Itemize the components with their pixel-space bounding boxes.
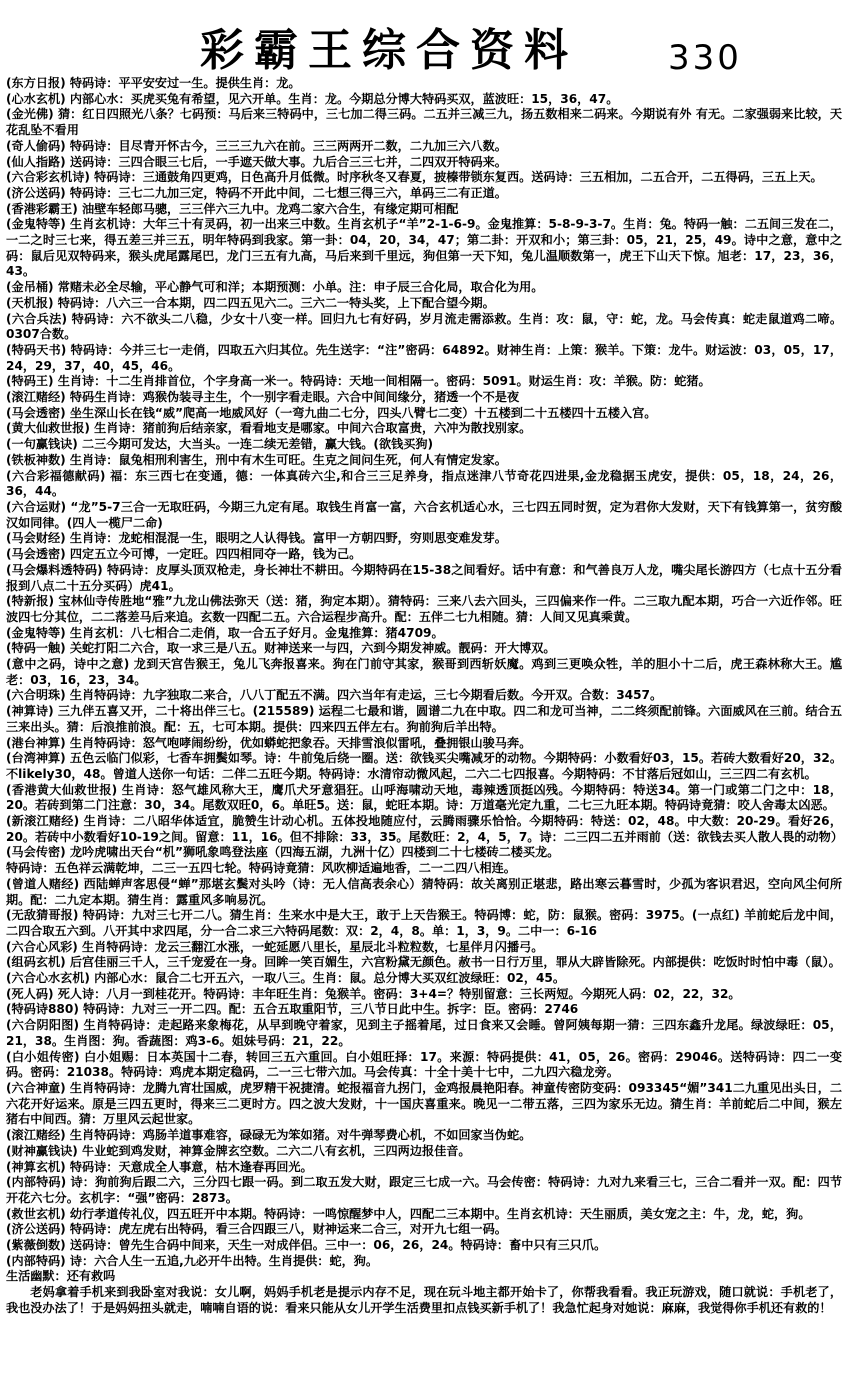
issue-number: 330 — [668, 38, 742, 78]
text-paragraph: 特码诗：五色祥云满乾坤，二三一五四七轮。特码诗竟猜：风吹柳适遍地香，二一二四八相连。 — [6, 861, 516, 876]
text-paragraph: (财神赢钱诀) 牛业蛇到鸡发财，神算金牌玄空数。二六二八有玄机，三四两边报佳音。 — [6, 1143, 471, 1158]
text-paragraph: (特新报) 宝林仙寺传胜地“雅”九龙山佛法弥天（送：猪，狗定本期）。猜特码：三来八去六回头，三四偏来作一件。二三取九配本期，巧合一六近作邻。旺波四七分其位，二二落差马后来追。玄数一四配二五。六合运程步高升。配：五伴二七九相随。猜：人间又见真乘黄。 — [6, 594, 842, 624]
text-paragraph: (新滚江赌经) 生肖诗：二八昭华体适宜，脆赞生计动心机。五体投地随应付，云腾雨骤乐恰恰。今期特码：特送：02，48。中大数：20-29。看好26，20。若砖中小数看好10-19之间。留意：11，16。但不排除：33，35。尾数旺：2，4，5，7。诗：二三四二五并雨前（送：欲钱去买人散人畏的动物） — [6, 814, 843, 844]
text-paragraph: (天机报) 特码诗：八六三一合本期，四二四五见六二。三六二一特头奖，上下配合望今期。 — [6, 295, 495, 310]
text-paragraph: (六合心水玄机) 内部心水：鼠合二七开五六，一取八三。生肖：鼠。总分博大买双红波绿旺：02，45。 — [6, 971, 566, 986]
text-paragraph: (六合阴阳图) 生肖特码诗：走起路来象梅花，从早到晚守着家，见到主子摇着尾，过日食来又会睡。曾阿姨每期一猜：三四东鑫升龙尾。绿波绿旺：05，21，38。生肖图：狗。香蔬图：鸡3-6。姐妹号码：21，22。 — [6, 1018, 842, 1048]
text-paragraph: (六合彩福德献码) 福：东三西七在变通，德：一体真砖六尘,和合三三足养身，指点迷津八节奇花四进果,金龙稳据玉虎安，提供：05，18，24，26，36，44。 — [6, 468, 842, 499]
text-paragraph: (组码玄机) 后宫佳丽三千人，三千宠爱在一身。回眸一笑百媚生，六宫粉黛无颜色。赦书一日行万里，罪从大辟皆除死。内部提供：吃饭时时怕中毒（鼠）。 — [6, 955, 841, 970]
text-paragraph: (曾道人赌经) 西陆蝉声客思侵“蝉”那堪玄鬓对头吟（诗：无人信高表余心）猜特码：故关离别正堪悲，路出寒云暮雪时，少孤为客识君迟，空向风尘何所期。配：二九定本期。猜生肖：露重风多响易沉。 — [6, 876, 842, 907]
text-paragraph: (滚江赌经) 生肖特码诗：鸡肠羊道事难容，碌碌无为笨如猪。对牛弹琴费心机，不如回家当伪蛇。 — [6, 1128, 532, 1143]
page-title: 彩霸王综合资料 — [200, 25, 578, 76]
text-paragraph: (紫薇倒数) 送码诗：曾先生合码中间来，天生一对成伴侣。三中一：06，26，24。特码诗：畜中只有三只爪。 — [6, 1238, 607, 1253]
text-paragraph: (白小姐传密) 白小姐赐：日本英国十二春，转回三五六重回。白小姐旺择：17。来源：特码提供：41，05，26。密码：29046。送特码诗：四二一变码。密码：21038。特码诗：鸡虎本期定稳码，二一三七带六加。马会传真：十全十美十七中，二九四六稳龙旁。 — [6, 1049, 842, 1080]
text-paragraph: (金鬼特等) 生肖玄机诗：大年三十有灵码，初一出来三中数。生肖玄机子“羊”2-1-6-9。金鬼推算：5-8-9-3-7。生肖：兔。特码一触：二五间三发在二，一二之时三七来，得五差三并三五，明年特码到我家。第一卦：04，20，34，47；第二卦：开双和小；第三卦：05，21，25，49。诗中之意，意中之码：鼠后见双特码来，猴头虎尾露尾巴，龙门三五有九高，马后来到千里远，狗但第一天下知，兔儿温顺数第一，虎王下山天下惊。旭老：17，23，36，43。 — [6, 217, 842, 279]
text-paragraph: (香港彩霸王) 油壁车轻郎马骢，三三伴六三九中。龙鸡二家六合生，有缘定期可相配 — [6, 201, 459, 216]
text-paragraph: 生活幽默：还有救吗 — [6, 1269, 116, 1284]
text-paragraph: (六合兵法) 特码诗：六不欲头二八稳，少女十八变一样。回归九七有好码，岁月流走需添救。生肖：攻：鼠，守：蛇，龙。马会传真：蛇走鼠道鸡二啼。0307合数。 — [6, 311, 842, 342]
document-body — [6, 76, 842, 1317]
text-paragraph: (滚江赌经) 特码生肖诗：鸡猴伪装寻主生，个一别字看走眼。六合中间间缘分，猪透一个不是夜 — [6, 390, 520, 405]
text-paragraph: (特码王) 生肖诗：十二生肖排首位，个字身高一米一。特码诗：天地一间相隔一。密码：5091。财运生肖：攻：羊猴。防：蛇猪。 — [6, 374, 711, 389]
text-paragraph: (马会透密) 四定五立今可博，一定旺。四四相同夺一路，钱为己。 — [6, 547, 362, 562]
text-paragraph: (死人码) 死人诗：八月一到桂花开。特码诗：丰年旺生肖：兔猴羊。密码：3+4=？特别留意：三长两短。今期死人码：02，22，32。 — [6, 986, 741, 1001]
text-paragraph: (意中之码，诗中之意) 龙到天宫告猴王，兔儿飞奔报喜来。狗在门前守其家，猴哥到西斩妖魔。鸡到三更唤众牲，羊的胆小十二后，虎王森林称大王。尴老：03，16，23，34。 — [6, 657, 842, 687]
text-paragraph: (金鬼特等) 生肖玄机：八七相合二走俏，取一合五子好月。金鬼推算：猪4709。 — [6, 625, 444, 640]
text-paragraph: (奇人偷码) 特码诗：目尽青开怀古今，三三三九六在前。三三两两开二数，二九加三六八数。 — [6, 138, 507, 153]
text-paragraph: (济公送码) 特码诗：三七二九加三定，特码不开此中间，二七想三得三六，单码三二有正道。 — [6, 185, 507, 200]
text-paragraph: (东方日报) 特码诗：平平安安过一生。提供生肖：龙。 — [6, 76, 301, 90]
text-paragraph: (内部特码) 诗：六合人生一五追,九必开牛出特。生肖提供：蛇，狗。 — [6, 1253, 379, 1268]
text-paragraph: (六合运财) “龙”5-7三合一无取旺码，今期三九定有尾。取钱生肖富一富，六合玄机适心水，三七四五同时贺，定为君你大发财，天下有钱算第一，贫穷酸汉如同律。(四人一榄尸二命) — [6, 499, 842, 530]
text-paragraph: (六合神童) 生肖特码诗：龙腾九宵壮国威，虎罗精干祝捷清。蛇报福音九拐门，金鸡报晨艳阳春。神童传密防变码：093345“媚”341二九重见出头日，二六花开好运来。原是三四五更时，得来三二更时方。四之波大发财，十一国庆喜重来。晚见一二带五落，三四为家乐无边。猜生肖：羊前蛇后二中间，猴左猪右中间西。猜：万里风云起世家。 — [6, 1081, 842, 1127]
text-paragraph: (马会财经) 生肖诗：龙蛇相混混一生，眼明之人认得钱。富甲一方朝四野，穷则思变难发芽。 — [6, 531, 507, 546]
text-paragraph: (内部特码) 诗：狗前狗后跟二六，三分四七跟一码。到二取五发大财，跟定三七成一六。马会传密：特码诗：九对九来看三七，三合二看并一双。配：四节开花六七分。玄机字：“强”密码：2873。 — [6, 1175, 842, 1205]
text-paragraph: (仙人指路) 送码诗：三四合眼三七后，一手遮天做大事。九后合三三七并，二四双开特码来。 — [6, 154, 507, 169]
text-paragraph: (特码一触) 关蛇打阳二六合，取一求三是八五。财神送来一与四，六到今期发神威。靓码：开大博双。 — [6, 641, 556, 656]
text-paragraph: (神算玄机) 特码诗：天意成全人事意，枯木逢春再回光。 — [6, 1159, 313, 1174]
text-paragraph: (特码天书) 特码诗：今并三七一走俏，四取五六归其位。先生送字：“注”密码：64892。财神生肖：上策：猴羊。下策：龙牛。财运波：03，05，17，24，29，37，40，45，46。 — [6, 342, 842, 373]
text-paragraph: (金吊桶) 常赌未必全尽输，平心静气可和洋；本期预测：小单。注：申子辰三合化局，取合化为用。 — [6, 280, 544, 295]
text-paragraph: 老妈拿着手机来到我卧室对我说：女儿啊，妈妈手机老是提示内存不足，现在玩斗地主都开始卡了，你帮我看看。我正玩游戏，随口就说：手机老了，我也没办法了！于是妈妈扭头就走，喃喃自语的说：看来只能从女儿开学生活费里扣点钱买新手机了！我急忙起身对她说：麻麻，我觉得你手机还有救的！ — [6, 1285, 842, 1315]
text-paragraph: (六合明珠) 生肖特码诗：九字独取二来合，八八丁配五不满。四六当年有走运，三七今期看后数。今开双。合数：3457。 — [6, 688, 663, 703]
text-paragraph: (金光佛) 猜：红日四照光八条？七码预：马后来三特码中，三七加二得三码。二五并三减三九，扬五数相来二码来。今期说有外 有无。二家强弱来比较，天花乱坠不看用 — [6, 107, 842, 138]
text-paragraph: (济公送码) 特码诗：虎左虎右出特码，看三合四跟三八，财神运来二合三，对开九七组一码。 — [6, 1222, 507, 1237]
text-paragraph: (台湾神算) 五色云临门似彩，七香车拥鬓如琴。诗：牛前兔后绕一圈。送：欲钱买尖嘴减牙的动物。今期特码：小数看好03，15。若砖大数看好20，32。不likely30，48。曾道人送你一句话：二伴二五旺今期。特码诗：水清帘动微风起，二六二七四报喜。今期特码：不甘落后冠如山，三三四二有玄机。 — [6, 751, 842, 781]
text-paragraph: (一句赢钱诀) 二三今期可发达，大当头。一连二续无差错，赢大钱。(欲钱买狗) — [6, 437, 434, 452]
text-paragraph: (特码诗880) 特码诗：九对三一开二四。配：五合五取重阳节，三八节日此中生。拆字：臣。密码：2746 — [6, 1002, 579, 1017]
text-paragraph: (六合彩玄机诗) 特码诗：三通鼓角四更鸡，日色高升月低微。时序秋冬又春夏，披榛带锁东复西。送码诗：三五相加，二五合开，二五得码，三五上天。 — [6, 170, 823, 185]
text-paragraph: (马会传密) 龙吟虎啸出天台“机”狮吼象鸣登法座（四海五湖，九洲十亿）四楼到二十七楼砖二楼买龙。 — [6, 845, 560, 860]
text-paragraph: (黄大仙救世报) 生肖诗：猪前狗后结亲家，看看地支是哪家。中间六合取富贵，六冲为散找别家。 — [6, 421, 532, 436]
text-paragraph: (六合心风彩) 生肖特码诗：龙云三翻江水涨，一蛇延愿八里长，星辰北斗粒粒数，七星伴月闪播弓。 — [6, 939, 544, 954]
text-paragraph: (香港黄大仙救世报) 生肖诗：怒气雄风称大王，鹰爪犬牙意猖狂。山呼海啸动天地，毒辣透顶挺凶残。今期特码：特送34。第一门或第二门之中：18，20。若砖到第二门注意：30，34。尾数双旺0，6。单旺5。送：鼠，蛇旺本期。诗：万道毫光定九重，二七三九旺本期。特码诗竟猜：咬人舍毒太凶恶。 — [6, 782, 842, 813]
text-paragraph: (神算诗) 三九伴五喜又开，二十将出伴三七。(215589) 运程二七最和谐，圆谱二九在中取。四二和龙可当神，二二终须配前锋。六面威风在三前。结合五三来出头。猜：后浪推前浪。配：五，七可本期。提供：四来四五伴左右。狗前狗后羊出特。 — [6, 704, 842, 734]
text-paragraph: (救世玄机) 幼行孝道传礼仪，四五旺开中本期。特码诗：一鸣惊醒梦中人，四配二三本期中。生肖玄机诗：天生丽质，美女宠之主：牛，龙，蛇，狗。 — [6, 1206, 811, 1221]
text-paragraph: (港台神算) 生肖特码诗：怒气咆哮闹纷纷，优如蟒蛇把象吞。天排雪浪似雷吼，叠拥银山骏马奔。 — [6, 735, 532, 750]
text-paragraph: (无敌猜哥报) 特码诗：九对三七开二八。猜生肖：生来水中是大王，敢于上天告猴王。特码博：蛇，防：鼠猴。密码：3975。(一点红) 羊前蛇后龙中间，二四合取五六到。八开其中求四尾，分一合二求三六特码尾数：双：2，4，8。单：1，3，9。二中一：6-16 — [6, 908, 842, 938]
text-paragraph: (铁板神数) 生肖诗：鼠兔相刑利害生，刑中有木生可旺。生克之间问生死，何人有情定发家。 — [6, 452, 507, 467]
text-paragraph: (心水玄机) 内部心水：买虎买兔有希望，见六开单。生肖：龙。今期总分博大特码买双，蓝波旺：15，36，47。 — [6, 91, 619, 106]
text-paragraph: (马会透密) 坐生深山长在钱“威”爬高一地威风好（一弯九曲二七分，四头八臂七二变）十五楼到二十五楼四十五楼入宫。 — [6, 405, 657, 420]
text-paragraph: (马会爆料透特码) 特码诗：皮厚头顶双枪走，身长神壮不耕田。今期特码在15-38之间看好。话中有意：和气善良万人龙，嘴尖尾长游四方（七点十五分看报到八点二十五分买码）虎41。 — [6, 562, 842, 593]
